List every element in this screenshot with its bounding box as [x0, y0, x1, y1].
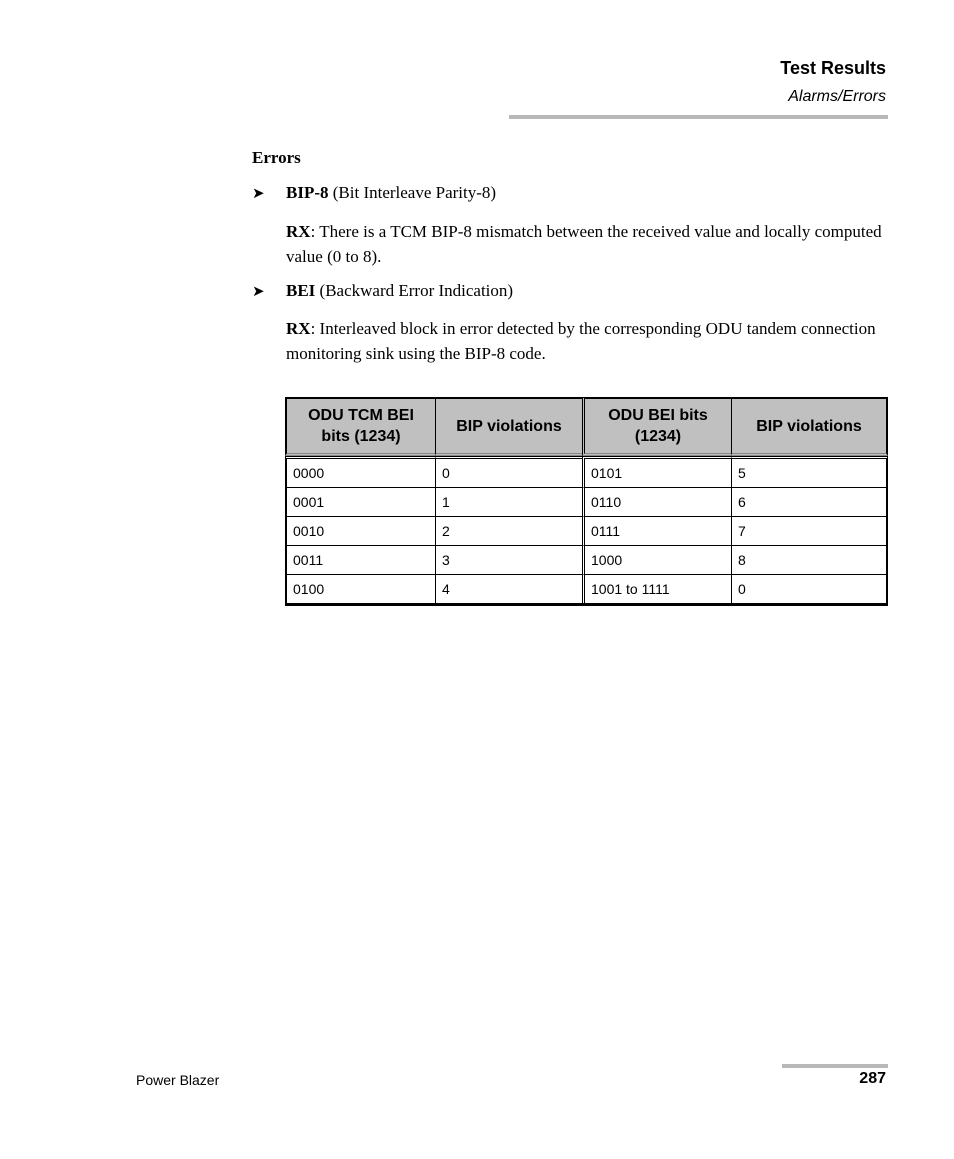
- bei-detail: [286, 316, 886, 366]
- table-cell: 1000: [582, 546, 731, 575]
- table-row: [285, 546, 888, 575]
- detail-label: RX: [286, 222, 311, 241]
- table-cell: 0101: [582, 456, 731, 488]
- table-cell: 0001: [285, 488, 435, 517]
- col-header: BIP violations: [731, 397, 888, 456]
- table-cell: 3: [435, 546, 582, 575]
- table-cell: 0000: [285, 456, 435, 488]
- table-cell: 0: [435, 456, 582, 488]
- table-cell: 5: [731, 456, 888, 488]
- table-cell: 2: [435, 517, 582, 546]
- table-cell: 8: [731, 546, 888, 575]
- table-cell: 7: [731, 517, 888, 546]
- page-number: 287: [859, 1070, 886, 1087]
- detail-text: : There is a TCM BIP-8 mismatch between the received value and locally computed value (0 to 8).: [286, 222, 882, 266]
- bullet-bip8: [252, 183, 496, 203]
- table-cell: 4: [435, 575, 582, 603]
- detail-label: RX: [286, 319, 311, 338]
- header-subtitle: Alarms/Errors: [788, 88, 886, 105]
- table-row: [285, 456, 888, 488]
- bullet-bei: [252, 281, 513, 301]
- bullet-desc: (Bit Interleave Parity-8): [332, 183, 497, 202]
- col-header: ODU TCM BEI bits (1234): [285, 397, 435, 456]
- arrow-bullet-icon: ➤: [252, 282, 265, 300]
- bullet-term: BEI: [286, 281, 316, 300]
- bullet-term: BIP-8: [286, 183, 329, 202]
- footer-rule: [782, 1064, 888, 1068]
- table-row: [285, 575, 888, 603]
- detail-text: : Interleaved block in error detected by the corresponding ODU tandem connection monitoring sink using the BIP-8 code.: [286, 319, 876, 363]
- bip-violations-table: [285, 397, 888, 606]
- table-cell: 1: [435, 488, 582, 517]
- arrow-bullet-icon: ➤: [252, 184, 265, 202]
- table-row: [285, 517, 888, 546]
- table-cell: 6: [731, 488, 888, 517]
- table-cell: 0111: [582, 517, 731, 546]
- table-cell: 0110: [582, 488, 731, 517]
- table-row: [285, 488, 888, 517]
- table-cell: 0010: [285, 517, 435, 546]
- header-rule: [509, 115, 888, 119]
- table-header-row: [285, 397, 888, 456]
- section-title: Errors: [252, 148, 301, 167]
- col-header: ODU BEI bits (1234): [582, 397, 731, 456]
- col-header: BIP violations: [435, 397, 582, 456]
- table-cell: 0: [731, 575, 888, 603]
- table-cell: 0100: [285, 575, 435, 603]
- footer-product: Power Blazer: [136, 1072, 220, 1088]
- header-title: Test Results: [780, 58, 886, 78]
- table-cell: 0011: [285, 546, 435, 575]
- table-cell: 1001 to 1111: [582, 575, 731, 603]
- bullet-desc: (Backward Error Indication): [319, 281, 514, 300]
- bip8-detail: [286, 219, 886, 269]
